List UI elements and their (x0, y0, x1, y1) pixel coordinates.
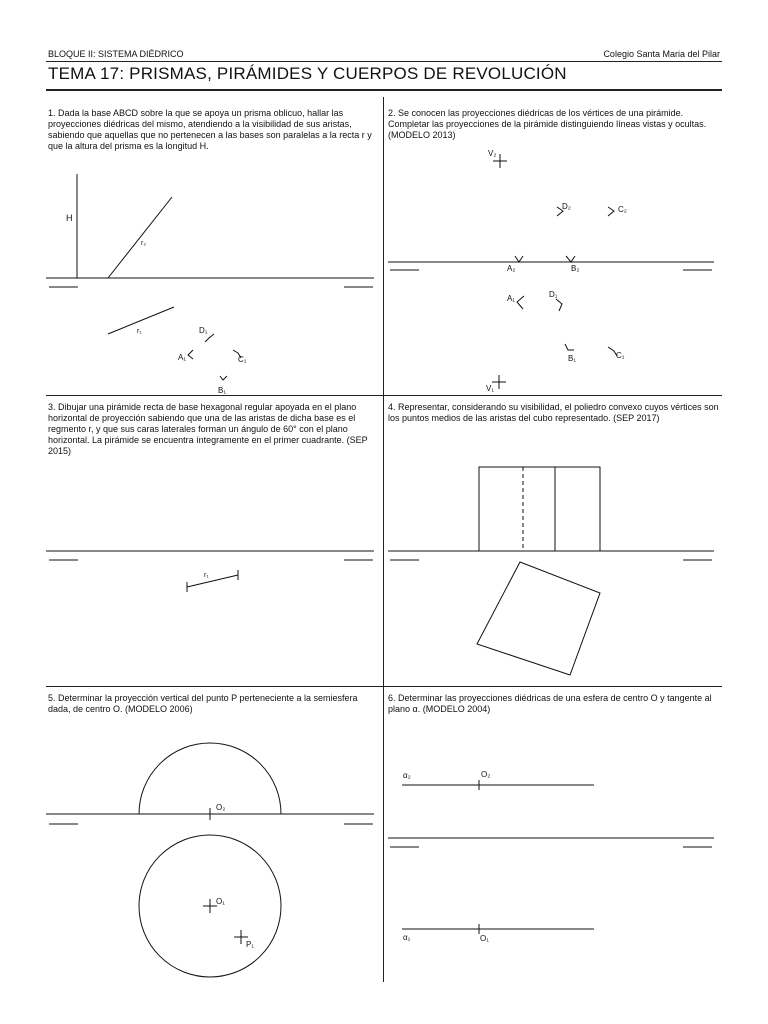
vertex-B1-mark (565, 344, 574, 350)
label-A1: A₁ (507, 294, 516, 303)
problem-2-statement: 2. Se conocen las proyecciones diédricas de los vértices de una pirámide. Completar las proyecciones de la pirámide distinguiendo líneas vistas y ocultas. (MODELO 2013) (388, 108, 707, 140)
label-H: H (66, 213, 73, 223)
cube-vertical-projection (479, 467, 600, 551)
label-A2: A₂ (507, 264, 516, 273)
label-O2: O₂ (481, 770, 491, 779)
vertex-B1-mark (220, 376, 227, 380)
label-D1: D₁ (199, 326, 208, 335)
vertex-C2-mark (608, 207, 614, 216)
label-r1: r₁ (137, 328, 142, 335)
label-O2: O₂ (216, 803, 226, 812)
header-subject: BLOQUE II: SISTEMA DIÉDRICO (48, 49, 184, 59)
problem-6-figure (388, 770, 714, 943)
label-r1: r₁ (204, 572, 209, 579)
hemisphere-vertical-projection (139, 743, 281, 814)
problem-2-figure (388, 149, 714, 393)
vertex-A1-mark (188, 350, 193, 359)
vertex-A1-mark (517, 296, 524, 309)
problem-3-figure (46, 551, 374, 592)
vertex-D1-mark (205, 334, 214, 342)
problem-4-statement: 4. Representar, considerando su visibilidad, el poliedro convexo cuyos vértices son los puntos medios de las aristas del cubo representado. (SEP 2017) (388, 402, 719, 423)
problem-3-statement: 3. Dibujar una pirámide recta de base hexagonal regular apoyada en el plano horizontal de proyección sabiendo que una de las aristas de dicha base es el regmento r, y que sus caras laterales forman un ángulo de 60° con el plano horizontal. La pirámide se encuentra íntegramente en el primer cuadrante. (SEP 2015) (48, 402, 368, 456)
vertex-D1-mark (556, 299, 562, 311)
label-V2: V₂ (488, 149, 497, 158)
cube-horizontal-projection (477, 562, 600, 675)
label-O1: O₁ (216, 897, 225, 906)
label-B1: B₁ (218, 386, 227, 395)
label-A1: A₁ (178, 353, 187, 362)
header-school: Colegio Santa Maria del Pilar (603, 49, 720, 59)
label-D2: D₂ (562, 202, 571, 211)
problem-5-statement: 5. Determinar la proyección vertical del punto P perteneciente a la semiesfera dada, de centro O. (MODELO 2006) (48, 693, 358, 714)
label-C1: C₁ (238, 355, 247, 364)
label-O1: O₁ (480, 934, 489, 943)
label-P1: P₁ (246, 940, 255, 949)
label-r2: r₂ (141, 240, 147, 247)
label-C1: C₁ (616, 351, 625, 360)
vertex-B2-mark (566, 256, 575, 262)
label-alpha2: α₂ (403, 771, 411, 780)
line-r-vertical (108, 197, 172, 278)
page-title: TEMA 17: PRISMAS, PIRÁMIDES Y CUERPOS DE REVOLUCIÓN (48, 64, 567, 83)
problem-6-statement: 6. Determinar las proyecciones diédricas de una esfera de centro O y tangente al plano α. (MODELO 2004) (388, 693, 712, 714)
label-alpha1: α₁ (403, 933, 411, 942)
label-D1: D₁ (549, 290, 558, 299)
problem-5-figure (46, 743, 374, 977)
segment-r1 (187, 575, 238, 587)
label-V1: V₁ (486, 384, 495, 393)
problem-1-statement: 1. Dada la base ABCD sobre la que se apoya un prisma oblicuo, hallar las proyecciones diédricas del mismo, atendiendo a la visibilidad de sus aristas, sabiendo que aquellas que no pertenecen a las bases son paralelas a la recta r y que la altura del prisma es la longitud H. (48, 108, 372, 151)
label-B2: B₂ (571, 264, 580, 273)
problem-1-figure (46, 174, 374, 395)
problem-4-figure (388, 467, 714, 675)
label-B1: B₁ (568, 354, 577, 363)
label-C2: C₂ (618, 205, 627, 214)
vertex-A2-mark (515, 256, 523, 262)
